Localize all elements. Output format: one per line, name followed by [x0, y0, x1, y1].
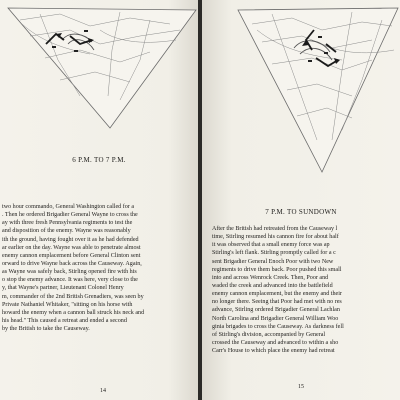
text-line: it was observed that a small enemy force was ap [212, 242, 330, 249]
text-line: his head." This caused a retreat and ended a second [2, 317, 127, 324]
text-line: Stirling's left flank. Stirling promptly called for a c [212, 250, 336, 257]
map-caption: 6 P.M. TO 7 P.M. [72, 156, 126, 164]
text-line: regiments to drive them back. Poor pushed this small [212, 266, 342, 273]
text-line: of Stirling's division, accompanied by General [212, 331, 326, 338]
battle-map-right [202, 0, 400, 180]
text-line: ay with three fresh Pennsylvania regiments to test the [2, 220, 133, 227]
battle-map-left [0, 0, 198, 140]
text-line: orward to drive Wayne back across the Causeway. Again, [2, 260, 142, 267]
text-line: . Then he ordered Brigadier General Wayne to cross the [2, 212, 138, 219]
text-line: Private Nathaniel Whitaker, "sitting on his horse with [2, 301, 133, 308]
text-line: After the British had retreated from the Causeway l [212, 226, 338, 232]
text-line: two hour commando, General Washington called for a [2, 204, 135, 210]
text-line: howard the enemy when a cannon ball struck his neck and [2, 309, 145, 316]
text-line: o stop the enemy advance. It was here, very close to the [2, 277, 138, 284]
left-page [0, 0, 198, 400]
body-text [212, 225, 400, 355]
text-line: ginia brigades to cross the Causeway. As darkness fell [212, 323, 344, 330]
text-line: into and across Wenrock Creek. Then, Poor and [212, 274, 329, 281]
page-number: 15 [298, 384, 304, 390]
text-line: and disposition of the enemy. Wayne was reasonably [2, 228, 131, 235]
text-line: Carr's House to which place the enemy had retreat [212, 348, 335, 355]
text-line: no longer there. Seeing that Poor had met with no res [212, 299, 342, 306]
body-text [2, 203, 192, 333]
map-caption: 7 P.M. TO SUNDOWN [265, 208, 337, 216]
text-line: ith the ground, having fought over it as he had defended [2, 236, 139, 243]
text-line: sent Brigadier General Enoch Poor with two New [212, 258, 334, 265]
text-line: ar earlier on the day. Wayne was able to penetrate almost [2, 244, 141, 251]
text-line: waded the creek and advanced into the battlefield [212, 282, 333, 289]
text-line: as Wayne was safely back, Stirling opened fire with his [2, 269, 137, 276]
page-number: 14 [100, 388, 106, 394]
text-line: enemy cannon emplacement, but the enemy and their [212, 291, 342, 298]
text-line: North Carolina and Brigadier General William Woo [212, 315, 339, 322]
text-line: advance, Stirling ordered Brigadier General Lachlan [212, 307, 340, 314]
text-line: enemy cannon emplacement before General Clinton sent [2, 252, 141, 259]
text-line: y, that Wayne's partner, Lieutenant Colonel Henry [2, 285, 124, 292]
right-page [202, 0, 400, 400]
text-line: time, Stirling resumed his cannon fire for about half [212, 234, 339, 241]
text-line: by the British to take the Causeway. [2, 326, 90, 333]
text-line: crossed the Causeway and advanced to within a sho [212, 339, 339, 346]
text-line: m, commander of the 2nd British Grenadiers, was seen by [2, 293, 144, 300]
